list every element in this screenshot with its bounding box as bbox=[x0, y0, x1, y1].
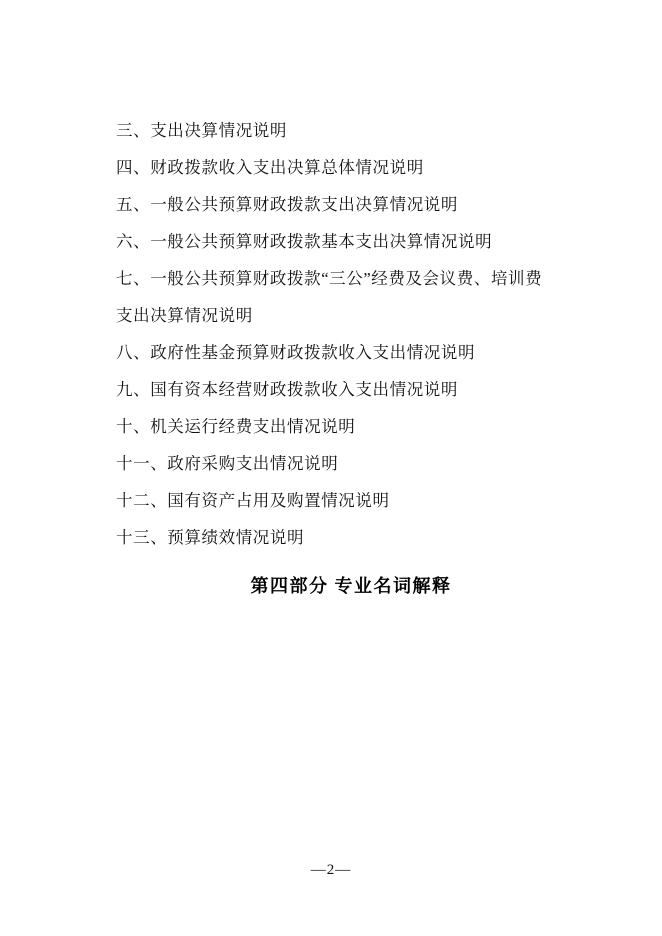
toc-item-text: 九、国有资本经营财政拨款收入支出情况说明 bbox=[116, 380, 458, 399]
toc-item-text: 十三、预算绩效情况说明 bbox=[116, 528, 305, 547]
toc-item[interactable] bbox=[116, 408, 586, 445]
toc-item-text: 四、财政拨款收入支出决算总体情况说明 bbox=[116, 158, 424, 177]
toc-item-text: 三、支出决算情况说明 bbox=[116, 121, 287, 140]
toc-item[interactable] bbox=[116, 334, 586, 371]
toc-item-text: 十一、政府采购支出情况说明 bbox=[116, 454, 339, 473]
toc-item-text-continued: 支出决算情况说明 bbox=[116, 306, 253, 325]
toc-item-text: 五、一般公共预算财政拨款支出决算情况说明 bbox=[116, 195, 458, 214]
toc-item[interactable] bbox=[116, 445, 586, 482]
toc-item[interactable] bbox=[116, 186, 586, 223]
toc-item[interactable] bbox=[116, 223, 586, 260]
table-of-contents bbox=[116, 112, 586, 602]
toc-item[interactable] bbox=[116, 371, 586, 408]
toc-item-text: 十二、国有资产占用及购置情况说明 bbox=[116, 491, 390, 510]
toc-item-text: 八、政府性基金预算财政拨款收入支出情况说明 bbox=[116, 343, 476, 362]
toc-item-text: 六、一般公共预算财政拨款基本支出决算情况说明 bbox=[116, 232, 493, 251]
toc-item-text: 十、机关运行经费支出情况说明 bbox=[116, 417, 356, 436]
toc-item[interactable] bbox=[116, 260, 586, 334]
toc-item-text: 七、一般公共预算财政拨款“三公”经费及会议费、培训费 bbox=[116, 269, 543, 288]
toc-item[interactable] bbox=[116, 112, 586, 149]
page-number: —2— bbox=[310, 862, 352, 878]
toc-item[interactable] bbox=[116, 519, 586, 556]
section-heading: 第四部分 专业名词解释 bbox=[250, 576, 452, 596]
toc-item[interactable] bbox=[116, 482, 586, 519]
toc-item[interactable] bbox=[116, 149, 586, 186]
